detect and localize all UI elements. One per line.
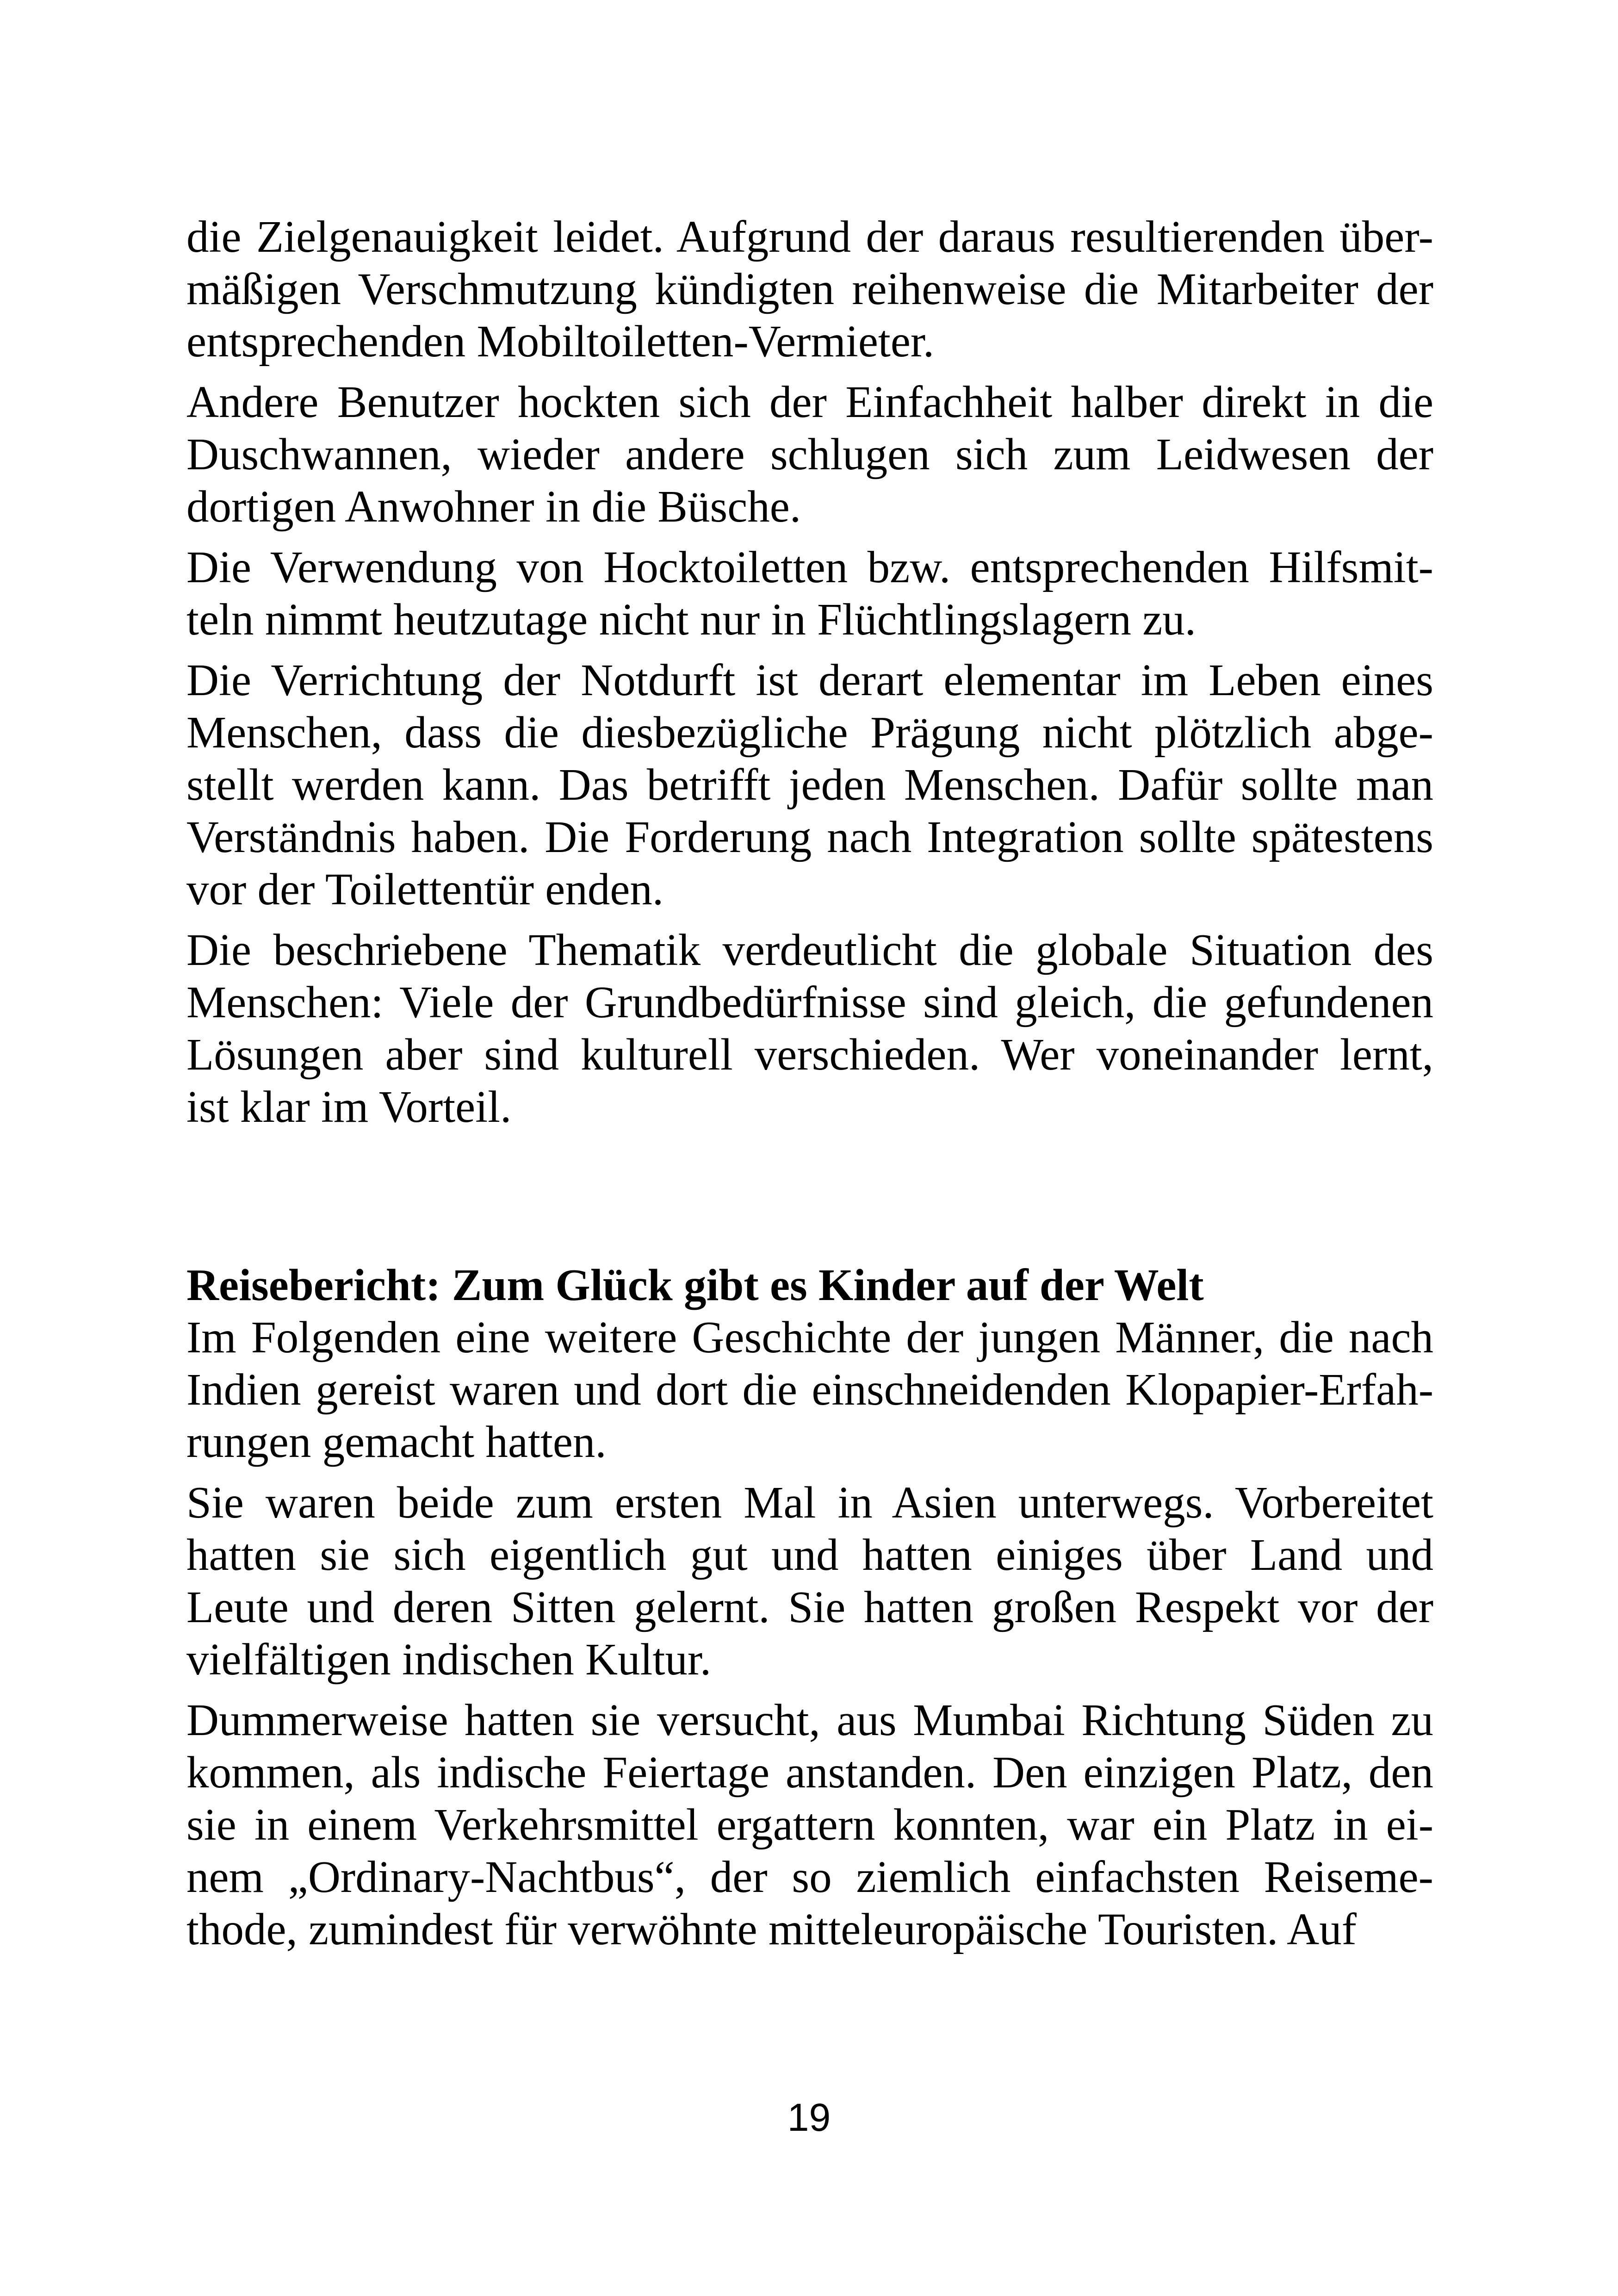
text-line: dortigen Anwohner in die Büsche. [186, 482, 801, 531]
paragraph [186, 654, 1433, 915]
text-line: Die Verwendung von Hocktoiletten bzw. entsprechenden Hilfsmit- [186, 542, 1433, 592]
page-body [186, 211, 1433, 1954]
paragraph [186, 541, 1433, 646]
text-line: Dummerweise hatten sie versucht, aus Mumbai Richtung Süden zu [186, 1695, 1433, 1745]
text-line: sie in einem Verkehrsmittel ergattern konnten, war ein Platz in ei- [186, 1800, 1433, 1849]
text-line: entsprechenden Mobiltoiletten-Vermieter. [186, 317, 935, 366]
text-line: Menschen, dass die diesbezügliche Prägung nicht plötzlich abge- [186, 708, 1433, 757]
text-line: Die beschriebene Thematik verdeutlicht die globale Situation des [186, 925, 1433, 975]
paragraph [186, 376, 1433, 533]
text-line: Sie waren beide zum ersten Mal in Asien unterwegs. Vorbereitet [186, 1478, 1433, 1527]
paragraph [186, 924, 1433, 1133]
section-heading: Reisebericht: Zum Glück gibt es Kinder auf der Welt [186, 1260, 1204, 1310]
paragraph [186, 1476, 1433, 1686]
page-number: 19 [787, 2096, 831, 2139]
text-line: kommen, als indische Feiertage anstanden. Den einzigen Platz, den [186, 1748, 1433, 1797]
text-line: ist klar im Vorteil. [186, 1082, 512, 1132]
text-line: die Zielgenauigkeit leidet. Aufgrund der daraus resultierenden über- [186, 212, 1433, 261]
text-line: Lösungen aber sind kulturell verschieden. Wer voneinander lernt, [186, 1030, 1433, 1079]
text-line: stellt werden kann. Das betrifft jeden Menschen. Dafür sollte man [186, 760, 1433, 809]
paragraph [186, 1311, 1433, 1468]
paragraph [186, 211, 1433, 367]
text-line: rungen gemacht hatten. [186, 1417, 607, 1467]
text-line: Verständnis haben. Die Forderung nach Integration sollte spätestens [186, 812, 1433, 862]
text-line: mäßigen Verschmutzung kündigten reihenweise die Mitarbeiter der [186, 264, 1433, 314]
text-line: Die Verrichtung der Notdurft ist derart elementar im Leben eines [186, 655, 1433, 705]
text-line: Andere Benutzer hockten sich der Einfachheit halber direkt in die [186, 377, 1433, 427]
text-line: Indien gereist waren und dort die einschneidenden Klopapier-Erfah- [186, 1365, 1433, 1414]
text-line: vor der Toilettentür enden. [186, 865, 664, 914]
text-line: Leute und deren Sitten gelernt. Sie hatten großen Respekt vor der [186, 1582, 1433, 1632]
paragraph [186, 1694, 1433, 1955]
body-text-bottom [186, 1311, 1433, 1964]
text-line: Menschen: Viele der Grundbedürfnisse sind gleich, die gefundenen [186, 977, 1433, 1027]
text-line: hatten sie sich eigentlich gut und hatten einiges über Land und [186, 1530, 1433, 1580]
text-line: Duschwannen, wieder andere schlugen sich zum Leidwesen der [186, 429, 1433, 479]
text-line: nem „Ordinary-Nachtbus“, der so ziemlich einfachsten Reiseme- [186, 1852, 1433, 1902]
text-line: vielfältigen indischen Kultur. [186, 1635, 712, 1684]
body-text-top [186, 211, 1433, 1133]
text-line: teln nimmt heutzutage nicht nur in Flüchtlingslagern zu. [186, 595, 1196, 644]
text-line: Im Folgenden eine weitere Geschichte der jungen Männer, die nach [186, 1313, 1433, 1362]
text-line: thode, zumindest für verwöhnte mitteleuropäische Touristen. Auf [186, 1904, 1357, 1954]
